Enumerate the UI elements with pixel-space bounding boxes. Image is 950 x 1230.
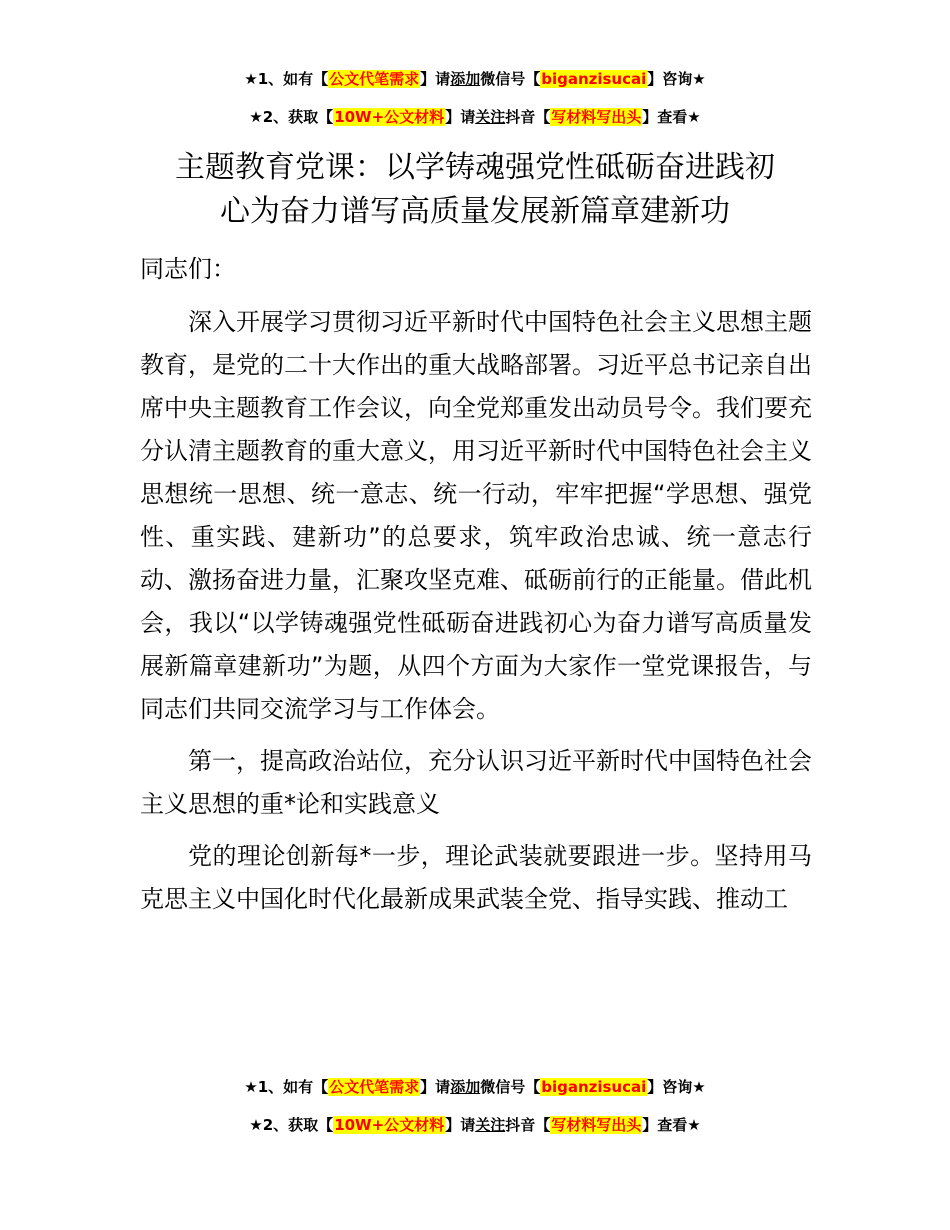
notice-text: 】请 bbox=[445, 1116, 476, 1134]
notice-text: ★2、获取【 bbox=[249, 1116, 334, 1134]
header-notice-line-1 bbox=[0, 68, 950, 90]
document-body bbox=[140, 248, 812, 930]
notice-text: 】请 bbox=[445, 108, 476, 126]
footer-notice-line-2 bbox=[0, 1114, 950, 1136]
greeting: 同志们： bbox=[140, 255, 236, 283]
notice-text: 】咨询★ bbox=[647, 1078, 706, 1096]
notice-emphasis: 关注 bbox=[475, 1116, 506, 1134]
section-heading: 第一，提高政治站位，充分认识习近平新时代中国特色社会主义思想的重*论和实践意义 bbox=[140, 747, 812, 818]
notice-text: 】咨询★ bbox=[647, 70, 706, 88]
notice-text: 】请 bbox=[420, 1078, 451, 1096]
header-notice-line-2 bbox=[0, 106, 950, 128]
body-paragraph: 党的理论创新每*一步，理论武装就要跟进一步。坚持用马克思主义中国化时代化最新成果武装全党、指导实践、推动工 bbox=[140, 842, 812, 913]
notice-text: 】请 bbox=[420, 70, 451, 88]
notice-text: 抖音【 bbox=[505, 108, 551, 126]
document-title-line-2: 心为奋力谱写高质量发展新篇章建新功 bbox=[220, 194, 730, 229]
notice-emphasis: 关注 bbox=[475, 108, 506, 126]
notice-text: ★2、获取【 bbox=[249, 108, 334, 126]
document-title-line-1: 主题教育党课：以学铸魂强党性砥砺奋进践初 bbox=[175, 150, 775, 185]
notice-douyin-id: 写材料写出头 bbox=[551, 1116, 642, 1134]
notice-highlight: 公文代笔需求 bbox=[329, 1078, 420, 1096]
notice-text: 微信号【 bbox=[480, 1078, 541, 1096]
notice-highlight: 公文代笔需求 bbox=[329, 70, 420, 88]
notice-highlight: 10W+公文材料 bbox=[334, 1116, 445, 1134]
notice-text: 抖音【 bbox=[505, 1116, 551, 1134]
notice-douyin-id: 写材料写出头 bbox=[551, 108, 642, 126]
notice-highlight: 10W+公文材料 bbox=[334, 108, 445, 126]
notice-text: ★1、如有【 bbox=[244, 1078, 329, 1096]
footer-notice-line-1 bbox=[0, 1076, 950, 1098]
body-paragraph: 深入开展学习贯彻习近平新时代中国特色社会主义思想主题教育，是党的二十大作出的重大战略部署。习近平总书记亲自出席中央主题教育工作会议，向全党郑重发出动员号令。我们要充分认清主题教育的重大意义，用习近平新时代中国特色社会主义思想统一思想、统一意志、统一行动，牢牢把握“学思想、强党性、重实践、建新功”的总要求，筑牢政治忠诚、统一意志行动、激扬奋进力量，汇聚攻坚克难、砥砺前行的正能量。借此机会，我以“以学铸魂强党性砥砺奋进践初心为奋力谱写高质量发展新篇章建新功”为题，从四个方面为大家作一堂党课报告，与同志们共同交流学习与工作体会。 bbox=[140, 308, 812, 723]
notice-text: ★1、如有【 bbox=[244, 70, 329, 88]
notice-emphasis: 添加 bbox=[450, 70, 481, 88]
notice-text: 微信号【 bbox=[480, 70, 541, 88]
notice-wechat-id: biganzisucai bbox=[541, 1078, 647, 1096]
notice-text: 】查看★ bbox=[642, 108, 701, 126]
notice-emphasis: 添加 bbox=[450, 1078, 481, 1096]
notice-text: 】查看★ bbox=[642, 1116, 701, 1134]
document-title bbox=[130, 146, 820, 234]
notice-wechat-id: biganzisucai bbox=[541, 70, 647, 88]
